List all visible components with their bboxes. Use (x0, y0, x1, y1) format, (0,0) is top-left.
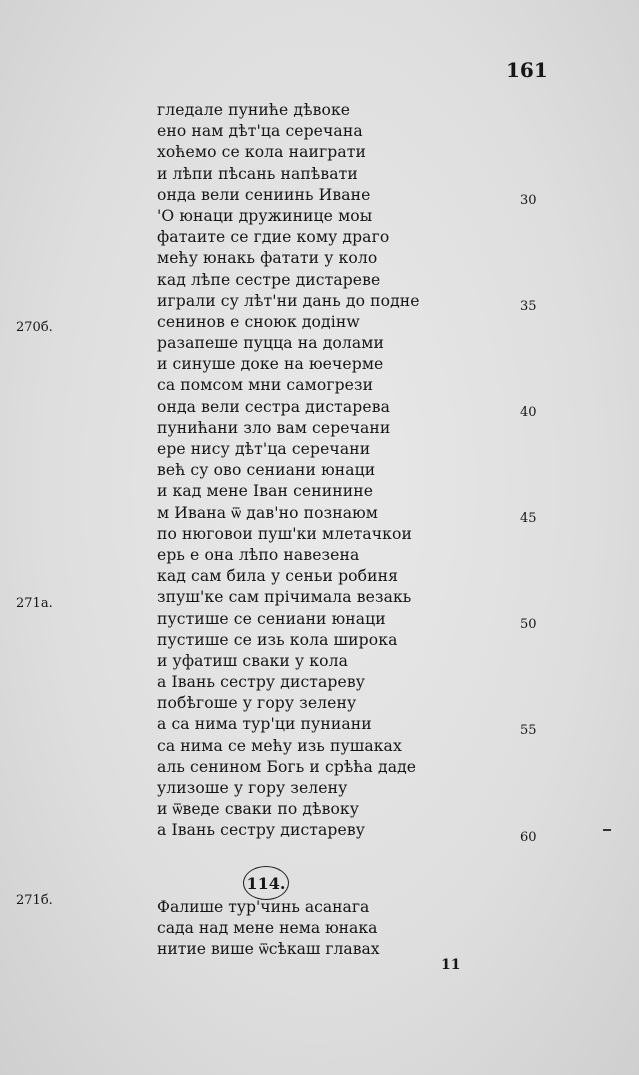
verse-line: и ѿведе сваки по дѣвоку (157, 800, 360, 819)
verse-line: гледале пуниће дѣвоке (157, 101, 351, 119)
line-number: 35 (520, 299, 537, 314)
verse-line: нитие више ѿсѣкаш главах (157, 940, 380, 959)
verse-line: 'О юнаци дружинице моы (157, 206, 373, 225)
line-number: 50 (520, 617, 537, 632)
verse-line: и лѣпи пѣсань напѣвати (157, 164, 358, 183)
verse-line: разапеше пуцца на долами (157, 334, 385, 353)
verse-line: онда вели сениинь Иване (157, 185, 371, 204)
line-number: 45 (520, 511, 537, 526)
song-number-circled: 114. (243, 866, 289, 900)
margin-reference: 271а. (16, 596, 53, 611)
verse-line: мећу юнакь фатати у коло (157, 249, 378, 268)
verse-line: аль сенином Богь и срѣћа даде (157, 757, 417, 776)
line-number: 55 (520, 723, 537, 738)
verse-line: а са нима тур'ци пуниани (157, 715, 372, 734)
verse-line: и кад мене Іван сенинине (157, 482, 374, 501)
page-number: 161 (506, 58, 548, 82)
verse-line: сенинов е сноюк додінw (157, 312, 360, 331)
verse-line: кад сам била у сеньи робиня (157, 567, 399, 586)
verse-line: зпуш'ке сам прічимала везакь (157, 588, 412, 607)
verse-line: м Ивана ѿ дав'но познаюм (157, 503, 379, 522)
verse-line: пустише се изь кола широка (157, 630, 398, 649)
sheet-signature: 11 (441, 957, 461, 973)
verse-line: и синуше доке на юечерме (157, 355, 384, 374)
verse-line: побѣгоше у гору зелену (157, 694, 357, 713)
verse-line: по нюговои пуш'ки млетачкои (157, 524, 412, 543)
verse-line: фатаите се гдие кому драго (157, 228, 390, 247)
verse-line: онда вели сестра дистарева (157, 397, 390, 416)
line-number: 40 (520, 405, 537, 420)
verse-line: играли су лѣт'ни дань до поднe (157, 291, 420, 310)
verse-line: хоћемо се кола наиграти (157, 143, 366, 162)
verse-line: са нима се мећу изь пушаках (157, 736, 402, 755)
verse-line: кад лѣпе сестре дистареве (157, 270, 381, 289)
line-number: 30 (520, 193, 537, 208)
verse-block (157, 100, 420, 842)
verse-line: пунићани зло вам серечани (157, 418, 391, 437)
verse-line: са помсом мни самогрези (157, 376, 374, 395)
verse-line: ерь е она лѣпо навезена (157, 545, 360, 564)
verse-line: и уфатиш сваки у кола (157, 651, 348, 670)
line-number: 60 (520, 830, 537, 845)
verse-line: ере нису дѣт'ца серечани (157, 440, 371, 458)
margin-reference: 271б. (16, 893, 53, 908)
verse-line: сада над мене нема юнака (157, 919, 378, 938)
verse-line: улизоше у гору зелену (157, 779, 348, 797)
verse-line: пустише се сениани юнаци (157, 609, 386, 628)
verse-block-next-song (157, 897, 380, 961)
verse-line: већ су ово сениани юнаци (157, 461, 376, 480)
verse-line: а Івань сестру дистареву (157, 673, 365, 692)
verse-line: а Івань сестру дистареву (157, 821, 365, 840)
verse-line: Фалише тур'чинь асанага (157, 898, 370, 916)
margin-dash (603, 829, 611, 831)
verse-line: ено нам дѣт'ца серечана (157, 122, 363, 141)
margin-reference: 270б. (16, 320, 53, 335)
